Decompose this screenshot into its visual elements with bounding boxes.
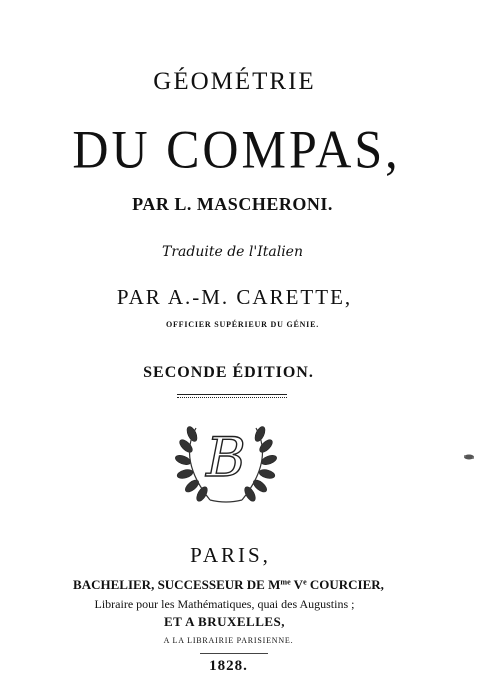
second-bookshop: A LA LIBRAIRIE PARISIENNE. (163, 636, 294, 645)
ornamental-rule (177, 394, 287, 395)
publisher-sup-1: me (280, 577, 291, 587)
translator-line: PAR A.-M. CARETTE, (116, 285, 353, 309)
translation-note: Traduite de l'Italien (162, 244, 303, 260)
imprint-city: PARIS, (190, 543, 271, 567)
publisher-part-2: V (290, 577, 304, 592)
publisher-part-3: COURCIER, (306, 577, 384, 592)
monogram-letter: B (206, 426, 246, 489)
ornamental-rule-dotted (177, 397, 287, 398)
publisher-description: Libraire pour les Mathématiques, quai des Augustins ; (94, 597, 355, 611)
laurel-wreath-monogram-icon (170, 414, 282, 506)
publisher-sup-2: e (303, 577, 307, 587)
publisher-line (0, 577, 471, 593)
publisher-part-1: BACHELIER, SUCCESSEUR DE M (73, 577, 281, 592)
ink-speck-icon (462, 452, 476, 462)
author-line: PAR L. MASCHERONI. (132, 194, 333, 214)
year-rule (200, 653, 268, 654)
second-city: ET A BRUXELLES, (163, 614, 286, 629)
translator-rank: OFFICIER SUPÉRIEUR DU GÉNIE. (165, 320, 320, 329)
edition-line: SECONDE ÉDITION. (143, 364, 314, 381)
publication-year: 1828. (209, 658, 248, 674)
title-line-1: GÉOMÉTRIE (153, 68, 316, 95)
title-line-2: DU COMPAS, (72, 118, 401, 180)
